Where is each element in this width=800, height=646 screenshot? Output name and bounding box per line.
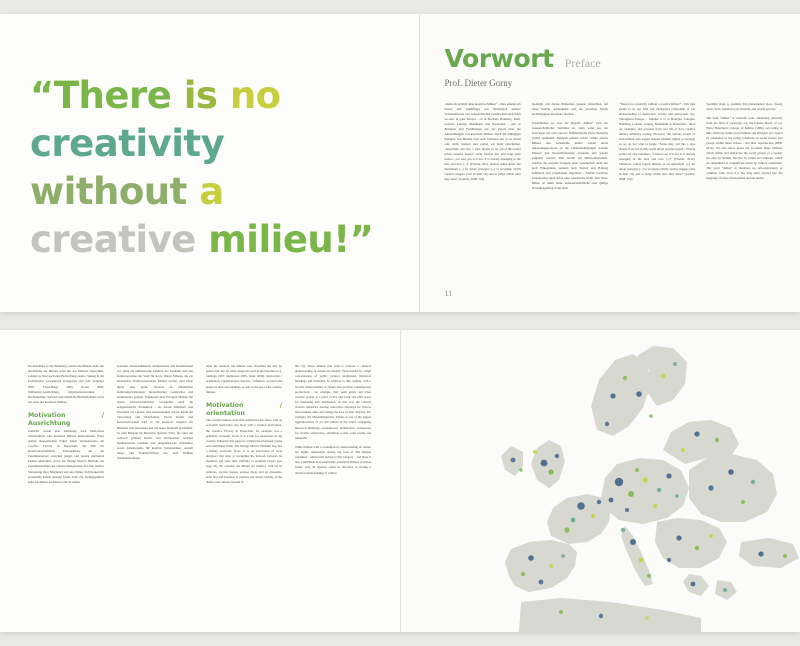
paragraph: Zunächst wurde eine Auflistung nach Motivation wirtschaftlich oder kreativen Milieus unterscheiden: Einer primin ökonomischen Fokus haben beispielsweise die Creative Factory in Rotterdam, die Hub für kreativwirtschaftliche Unternehmen, das die Zusammenarbeit zwischen jungen und bereits etablierten Firmen unterstützt, sowie das Design District Helsinki, ein Zusammenschluss der lokalen Designszene, der eine relative Vernetzung ihrer Mitglieder und eine höhere Sichtbarkeit für potenzielle Kunde anstrebt (siehe Seite 24). Demgegenüber steht das Milieu Art District mit all seinen	[28, 428, 104, 484]
text-column	[28, 364, 104, 489]
paragraph: After the research, the milieus were classified not only by nation, but also by other categories used in the literature (e.g. Santiago 2007, Rumbauer 2005, Kunz 2009): motivation / orientation, organisational structure / influence, location and nature of their surroundings as well as the age of the creative milieus.	[206, 364, 282, 394]
paragraph: „Keine Kreativität ohne kreatives Milieu!“ - Dies erkannt ein Satzes und zukünftiges wer Bestandteil unserer Verstandsfassen von demokratischen Gesellschaft auch Stadt zu sein: In ganz Europa – ob in Bochum, Hamburg, Köln, London, Leipzig, Mannheim oder Rotterdam – gibt es Beispiele und Erzählungen aus der Praxis über die Ausstrahlungen von kreativen Milieus. Doch die drhlügigen Kulturen von Milieus lässt auch Debatten aus „b zu flucht oder nicht, können und wollen wir nicht entscheiden. „Kreativëm söll this a pipe dream of an out-of-this-world urban creative utopia“, stellt Florida fest und fragt dann bitawo: „we sure you it is not. It is already emerging in the here and now [...]“ (Florida, 2012, Anders sehen sheds site Instrument [...] for urban strategies [...] to recognise which creative triggers exist in their city and to judge which ones they need.“ (Landry, 2008: 154)	[444, 102, 521, 181]
text-column	[295, 364, 371, 489]
paragraph: “There is no creativity without a creative milieu!” - This idea seems to be our firm and undisputed component of our understanding of democratic society and democratic city. Throughout Europe – whether it is in Bologna, Cologne, Hamburg, London, Leipzig, Mannheim or Rotterdam – there are examples and accounts from real life of how creative milieus influence society. However, the various strains of such milieus also trigger debates whether rightly or wrongly so we do not wish to judge. “Some may call this a pipe dream of an out-of-this-world urban creative utopia”, Florida points out and continues: “I assure you it is not. It is already emerging in the here and now [...]” (Florida, 2012). Therefore, others regard milieus as an instrument [...] for urban strategies [...] to recognise which creative triggers exist in their city and to judge which ones they need.” (Landry, 2008: 154)	[618, 102, 696, 181]
paragraph: Galerien, Auktionshäusern, Antiquariaten und Kunstmuseen vor allem die künstlerische Identität des Stadtteils und den Kulturtourismus der Stadt für dorts. Dieses Milieus, die ein Klassischer Kulturveranstalten Einheit wollen, sind meist durch eine große De/Ates an öffentlichen Kulturunterstützungen, hierarchischen Galerisches und Institutionen geprägt. Ergänzend dazu Erfolgen Milieus mit einem wirtsverschaftlicher vorständnis nach die zeitgenössische Produktion - als daraus Künstlern und Kreativen als Lebens- und Arbeitsmodell, heraus Raum für Verwaltung und Distribution. Durch Kultur und Kreativwirtschaft wird so ein kreatives Angebot für Besucher und Anwohner und ein neues Stadtbild geschaffen. So zum Beispiel im Museums Quartier Wien, für eines der weltweit größten Kunst- und Kulturareals welches hierhistorische Gebäude und zeitgenössische Architektur sowie Arbeitsräume für kreative Unternehmen, Austell lungs- und Verkaufsflächen wie auch Wohnen zusammenbringen.	[117, 364, 193, 461]
text-column	[619, 102, 695, 195]
text-columns-bottom	[28, 364, 378, 489]
text-column	[206, 364, 282, 489]
pull-quote-word: creativity	[30, 122, 225, 166]
text-columns-top	[444, 102, 782, 195]
page-map	[400, 330, 800, 632]
section-heading-en: Motivation / orientation	[206, 401, 282, 417]
pull-quote	[30, 72, 402, 264]
pull-quote-word: creative	[30, 218, 196, 262]
paragraph: the city. Those milieus that wish to promote a classical understanding of culture are usually characterised by a high concentration of public cultural institutions, historical buildings and museums. In addition to this, milieus with a broader understanding of culture also promote contemporary productions - for example, they seem artists and other creative people as a place to live and work and offer space for marketing and distribution. In this way the cultural creative industries develop innovative offerings for visitors and residents alike and change the face of their districts. For example, the MuseumsQuartier Vienna is one of the largest agglomerations of art and culture in the world, containing historical buildings, contemporary architecture, workspaces for creative enterprises, exhibition rooms, sales rooms and museums.	[295, 364, 371, 440]
paragraph: Tatsächliches ist, dass der Begriff „Milieu“ auch ein wissenschaftlicher Terminus ist, allen wenn aus der Soziologie wie etwa aus der Städtkulturelle Pierre Bourdieu (1982) stammend. Dennoch können relativ stabile soziale Milieus und Lebensstile immer wieder durch Anpassungsprozesse an die Lebensbedingungen sozialer Klassen und Klassenfraktionen zustande und wieder aufgelöst werden. Dies beruht ein Milieu-Instrument, welches die sozialen Gruppen einer Gesellschaft nicht nur nach Einkommen, sondern nach Werten und Haltung definieren und voneinander abgrenzen - deshalb kreativen Orientierung spielt dabei eine wesentliche Rolle. Das West-Milieu ist daher heine aufbereitenhaftliche oder gültige Vorstellbegebung in der Welt.	[531, 121, 608, 190]
text-column	[532, 102, 608, 195]
paragraph: Im Anschluss an die Erhebung werden die Milieus nicht nur durchhaltig der Milieus nicht nur das Plateaus zugeordnet, sondern es lässt auch eine Betrachtung anders, Sulung in der Fachliteratur verwendeten Kategorien statt jedi. Sonntags 2007, Franz/Beige 2005, Kraus 2009: Militäation/Austrichtung, Organisationsstruktur / Dachaunahme, Standort und räumliche Beschaffenheit sowie das Alter des kreativen Milieus.	[28, 364, 104, 404]
author-name: Prof. Dieter Gorny	[444, 78, 513, 88]
page-number: 11	[444, 289, 453, 298]
spread-top	[0, 14, 800, 312]
spread-bottom	[0, 330, 800, 632]
page-pullquote	[0, 14, 419, 312]
page-vorwort	[419, 14, 800, 312]
text-column	[706, 102, 782, 195]
page-motivation-text	[0, 330, 400, 632]
pull-quote-line-1	[30, 72, 402, 120]
vorwort-header	[444, 44, 600, 88]
text-column	[444, 102, 520, 195]
paragraph: The term “milieu” is scientific term, emanating primarily from the field of sociology, e.g. the habitus theory of e.g. Pierre Bourdieu's concept of habitus (1982). According to him, relatively stable social milieus and lifestyles are created by adaptation to the living conditions of social classes and groups within those classes - and their reproduction (BPB, 2012). We also know about the so-called Sinus Milieus, which define and demarcate the social groups of a society not only by income, but also by values and attitudes, which are determined to a significant extent by cultural orientation. The word “milieu” is therefore no self-explanatory or common term, even if it has long since entered into the language of urban development and the media.	[706, 116, 783, 180]
pull-quote-word: milieu!”	[208, 218, 374, 262]
pull-quote-word: is	[183, 74, 218, 117]
page-subtitle: Preface	[564, 56, 601, 70]
text-column	[117, 364, 193, 489]
paragraph: While milieus with a contemporary understanding of culture are highly represented among the total of 300 milieus examined – almost half belong to this category – and there is also a multitude of economically orientated milieus or mixed forms, only 30 quarters could be allocated as having a classical understanding of culture.	[295, 444, 371, 475]
pull-quote-line-2	[30, 120, 402, 168]
pull-quote-word: without	[30, 170, 187, 214]
europe-map	[401, 330, 800, 632]
paragraph: Spotlight plans to examine this phenomenon more closely and to draw attention to its diversity and certain process.	[706, 102, 783, 111]
section-heading-de: Motivation / Ausrichtung	[28, 412, 104, 427]
pull-quote-line-4	[30, 216, 402, 264]
page-title: Vorwort	[444, 44, 554, 73]
pull-quote-word: a	[199, 170, 224, 214]
paragraph: Spotlight will daraus Phänomen genauer beleuchten, auf seine Vielfalt aufmerksam und die jeweilige Situati nachlängigkeit bewusster machen.	[531, 102, 608, 116]
pull-quote-word: no	[229, 74, 281, 117]
pull-quote-word: “There	[30, 74, 172, 117]
paragraph: The creative milieus were first subdivided into those with an economic motivation and those with a cultural motivation: the Creative Factory in Rotterdam, for example, has a primarily economic focus. It is a hub for enterprises in the creative industries that supports collaboration between young and established firms. The Design District Helsinki also has a mainly economic focus. It is an association of local designers that aims to strengthen the network between its members and raise their visibility to potential buyers (see page 24). By contrast, the Milieu Art District, with all its galleries, auction houses, antique shops and art museums, aims first and foremost to promote the artistic identity of the district and cultural tourism in	[206, 418, 282, 484]
europe-map-svg	[401, 330, 800, 632]
pull-quote-line-3	[30, 168, 402, 216]
